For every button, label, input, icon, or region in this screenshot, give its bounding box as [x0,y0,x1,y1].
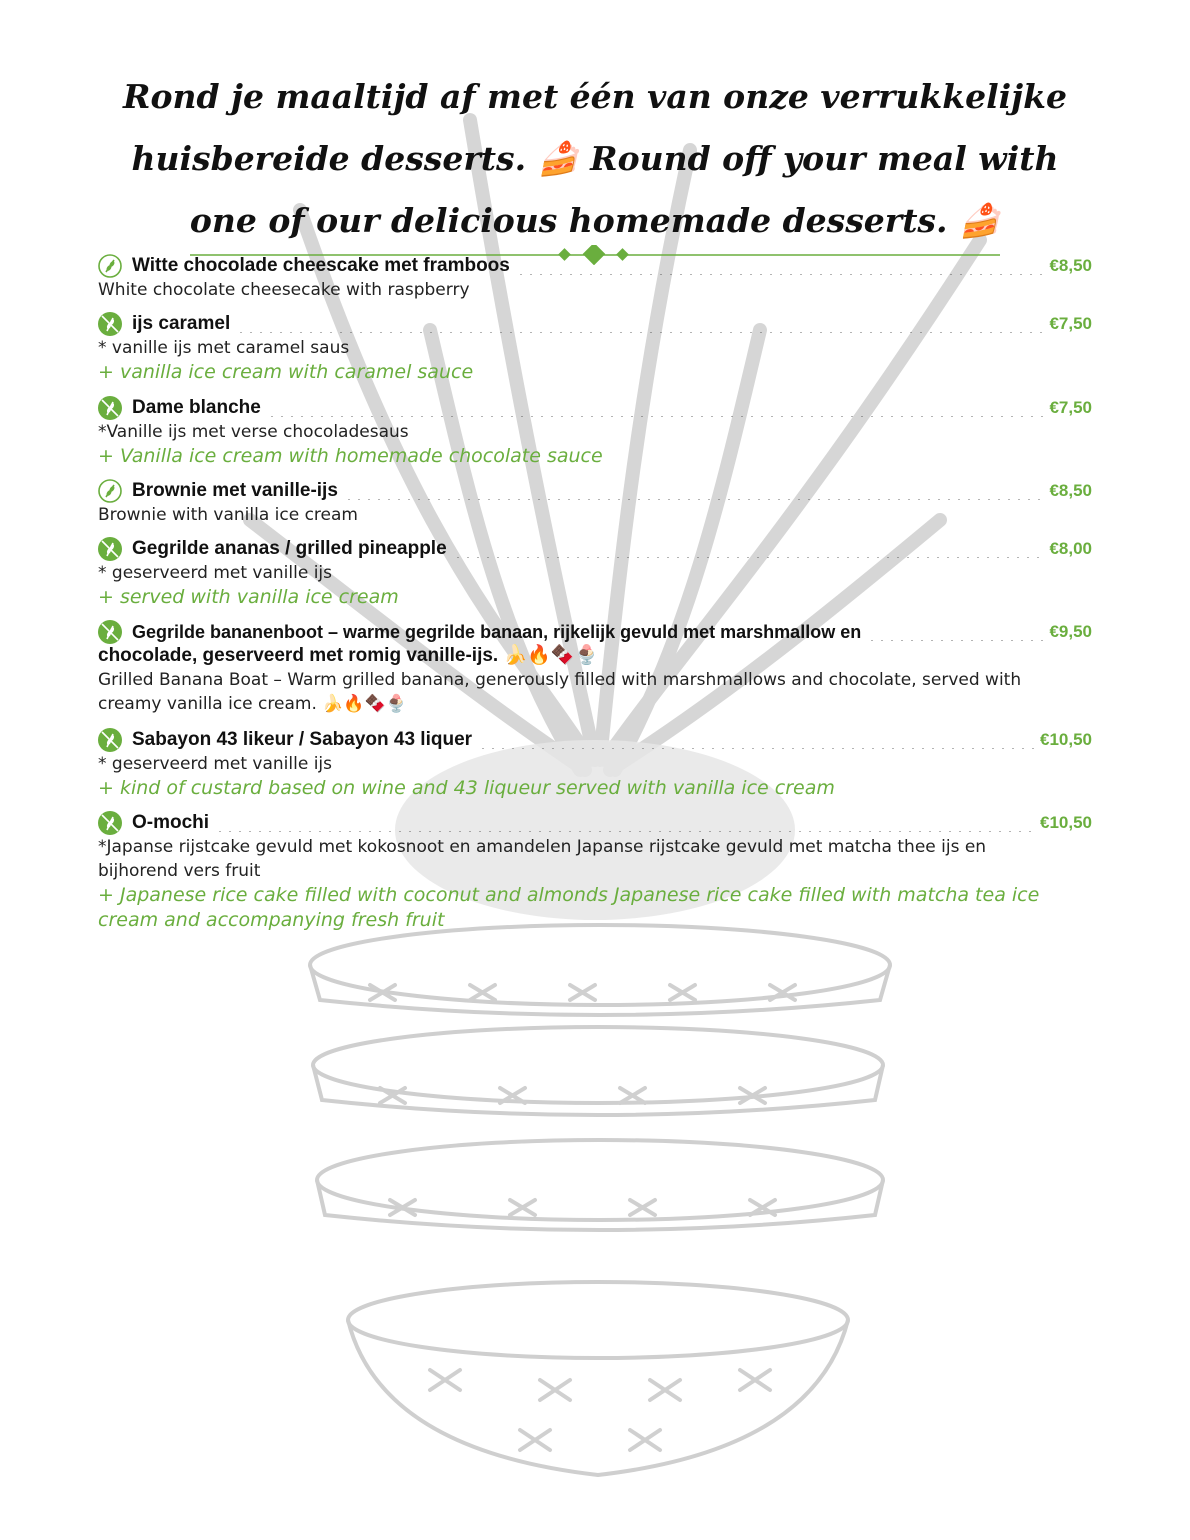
item-description: *Japanse rijstcake gevuld met kokosnoot en amandelen Japanse rijstcake gevuld met matcha thee ijs en bijhorend vers fruit [98,837,987,881]
item-price: €8,50 [1049,481,1092,500]
item-description-en: + Vanilla ice cream with homemade chocolate sauce [98,445,603,467]
wheat-outline-icon [98,254,122,278]
item-name: ijs caramel [132,313,231,334]
menu-item [98,728,1092,801]
item-price: €8,00 [1049,539,1092,558]
item-price: €7,50 [1049,314,1092,333]
item-name: Dame blanche [132,397,261,418]
no-gluten-icon [98,811,122,835]
item-description: * vanille ijs met caramel saus [98,338,350,358]
item-description: * geserveerd met vanille ijs [98,754,332,774]
item-name: O-mochi [132,812,210,833]
dot-leader [516,257,1044,275]
dot-leader [267,399,1044,417]
no-gluten-icon [98,620,122,644]
dot-leader [478,731,1034,749]
dot-leader [215,814,1034,832]
dot-leader [236,315,1043,333]
item-price: €7,50 [1049,398,1092,417]
item-description-en: + vanilla ice cream with caramel sauce [98,361,474,383]
menu-item [98,312,1092,385]
item-name: Gegrilde ananas / grilled pineapple [132,538,447,559]
dot-leader [867,623,1043,641]
item-name: Gegrilde bananenboot – warme gegrilde banaan, rijkelijk gevuld met marshmallow en [132,621,862,642]
no-gluten-icon [98,728,122,752]
no-gluten-icon [98,537,122,561]
item-description-en: + Japanese rice cake filled with coconut and almonds Japanese rice cake filled with matcha tea ice cream and accompanying fresh fruit [98,884,1040,931]
item-description: *Vanille ijs met verse chocoladesaus [98,422,409,442]
no-gluten-icon [98,312,122,336]
item-price: €9,50 [1049,622,1092,641]
item-name: Brownie met vanille-ijs [132,480,338,501]
menu-item [98,811,1092,933]
item-price: €8,50 [1049,256,1092,275]
item-price: €10,50 [1040,813,1092,832]
item-description: Brownie with vanilla ice cream [98,505,358,525]
item-name-continued: chocolade, geserveerd met romig vanille-ijs. 🍌🔥🍫🍨 [98,645,599,666]
item-description: White chocolate cheesecake with raspberry [98,280,470,300]
page-title: Rond je maaltijd af met één van onze verrukkelijke huisbereide desserts. 🍰 Round off your meal with one of our delicious homemade desserts. 🍰 [123,77,1067,240]
item-description-en: + kind of custard based on wine and 43 liqueur served with vanilla ice cream [98,777,835,799]
item-description: Grilled Banana Boat – Warm grilled banana, generously filled with marshmallows and chocolate, served with creamy vanilla ice cream. 🍌🔥🍫🍨 [98,670,1022,714]
menu-item [98,479,1092,527]
item-name: Sabayon 43 likeur / Sabayon 43 liquer [132,729,473,750]
item-price: €10,50 [1040,730,1092,749]
menu-item [98,537,1092,610]
wheat-outline-icon [98,479,122,503]
item-description-en: + served with vanilla ice cream [98,586,399,608]
menu-item [98,620,1092,716]
dot-leader [453,540,1044,558]
no-gluten-icon [98,396,122,420]
item-name: Witte chocolade cheescake met framboos [132,255,510,276]
item-description: * geserveerd met vanille ijs [98,563,332,583]
dot-leader [344,482,1044,500]
menu-item [98,396,1092,469]
menu-item [98,254,1092,302]
